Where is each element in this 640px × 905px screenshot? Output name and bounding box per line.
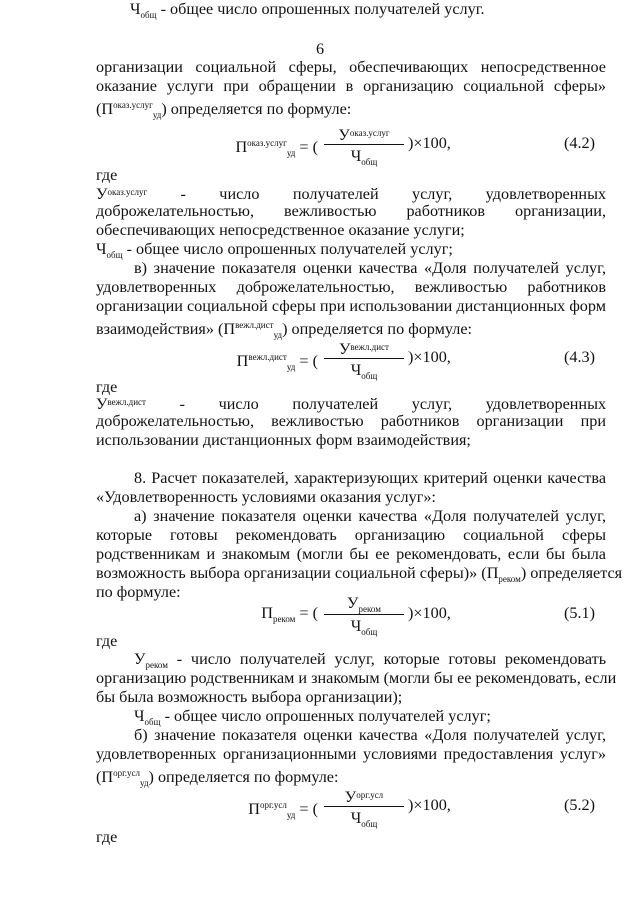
text-line: бы была возможность выбора организации); bbox=[96, 688, 403, 706]
formula-5-1: $П_{реком}$ = ( $У_{реком}$ $Ч_{общ}$ )×100, (5.1) bbox=[261, 594, 595, 637]
page-number: 6 bbox=[315, 40, 325, 58]
text-line: организации социальной сферы, обеспечивающих непосредственное bbox=[96, 58, 606, 76]
formula-number: (5.1) bbox=[563, 604, 595, 622]
formula-number: (5.2) bbox=[563, 796, 595, 814]
text-line: по формуле: bbox=[96, 583, 181, 601]
text-line: где bbox=[96, 166, 118, 184]
text-line: взаимодействия» $(П^{вежл.дист}_{уд})$ определяется по формуле: bbox=[96, 320, 473, 340]
text-line: $Ч_{общ}$ - общее число опрошенных получателей услуг; bbox=[96, 240, 453, 260]
text-line: $У^{оказ.услуг}$ - число получателей услуг, удовлетворенных bbox=[96, 185, 607, 203]
text-line: $(П^{оказ.услуг}_{уд})$ определяется по формуле: bbox=[96, 100, 352, 120]
text-line: $Ч_{общ}$ - общее число опрошенных получателей услуг; bbox=[134, 707, 491, 727]
formula-4-2: $П^{оказ.услуг}_{уд}$ = ( $У^{оказ.услуг}$ $Ч_{общ}$ )×100, (4.2) bbox=[235, 126, 595, 167]
text-line: в) значение показателя оценки качества «Доля получателей услуг, bbox=[134, 259, 606, 277]
text-line: 8. Расчет показателей, характеризующих критерий оценки качества bbox=[134, 469, 606, 487]
text-line: которые готовы рекомендовать организацию социальной сферы bbox=[96, 526, 606, 544]
text-line: где bbox=[96, 632, 118, 650]
text-line: обеспечивающих непосредственное оказание услуги; bbox=[96, 221, 465, 239]
text-line: родственникам и знакомым (могли бы ее рекомендовать, если бы была bbox=[96, 545, 606, 563]
text-line: где bbox=[96, 828, 118, 846]
text-line: б) значение показателя оценки качества «Доля получателей услуг, bbox=[134, 726, 606, 744]
text-line: использовании дистанционных форм взаимодействия; bbox=[96, 431, 471, 449]
formula-number: (4.2) bbox=[563, 134, 595, 152]
text-line: $(П^{орг.усл}_{уд})$ определяется по формуле: bbox=[96, 768, 339, 788]
text-line: организацию родственникам и знакомым (могли бы ее рекомендовать, если bbox=[96, 669, 617, 687]
text-line: удовлетворенных организационными условиями предоставления услуг» bbox=[96, 745, 606, 763]
formula-5-2: $П^{орг.усл}_{уд}$ = ( $У^{орг.усл}$ $Ч_{общ}$ )×100, (5.2) bbox=[248, 788, 595, 829]
text-line: удовлетворенных доброжелательностью, вежливостью работников bbox=[96, 278, 606, 296]
text-line: где bbox=[96, 378, 118, 396]
formula-number: (4.3) bbox=[563, 348, 595, 366]
text-line: возможность выбора организации социальной сферы)» $(П_{реком})$ определяется bbox=[96, 564, 623, 584]
text-line: организации социальной сферы при использовании дистанционных форм bbox=[96, 297, 606, 315]
formula-4-3: $П^{вежл.дист}_{уд}$ = ( $У^{вежл.дист}$ $Ч_{общ}$ )×100, (4.3) bbox=[236, 340, 595, 381]
text-line: доброжелательностью, вежливостью работников организации при bbox=[96, 412, 606, 430]
text-line: $У_{реком}$ - число получателей услуг, которые готовы рекомендовать bbox=[134, 650, 607, 670]
text-line: $Ч_{общ}$ - общее число опрошенных получателей услуг. bbox=[130, 0, 485, 20]
text-line: оказание услуги при обращении в организацию социальной сферы» bbox=[96, 77, 606, 95]
text-line: а) значение показателя оценки качества «Доля получателей услуг, bbox=[134, 507, 606, 525]
text-line: «Удовлетворенность условиями оказания услуг»: bbox=[96, 488, 436, 506]
text-line: доброжелательностью, вежливостью работников организации, bbox=[96, 202, 606, 220]
text-line: $У^{вежл.дист}$ - число получателей услуг, удовлетворенных bbox=[96, 395, 607, 413]
